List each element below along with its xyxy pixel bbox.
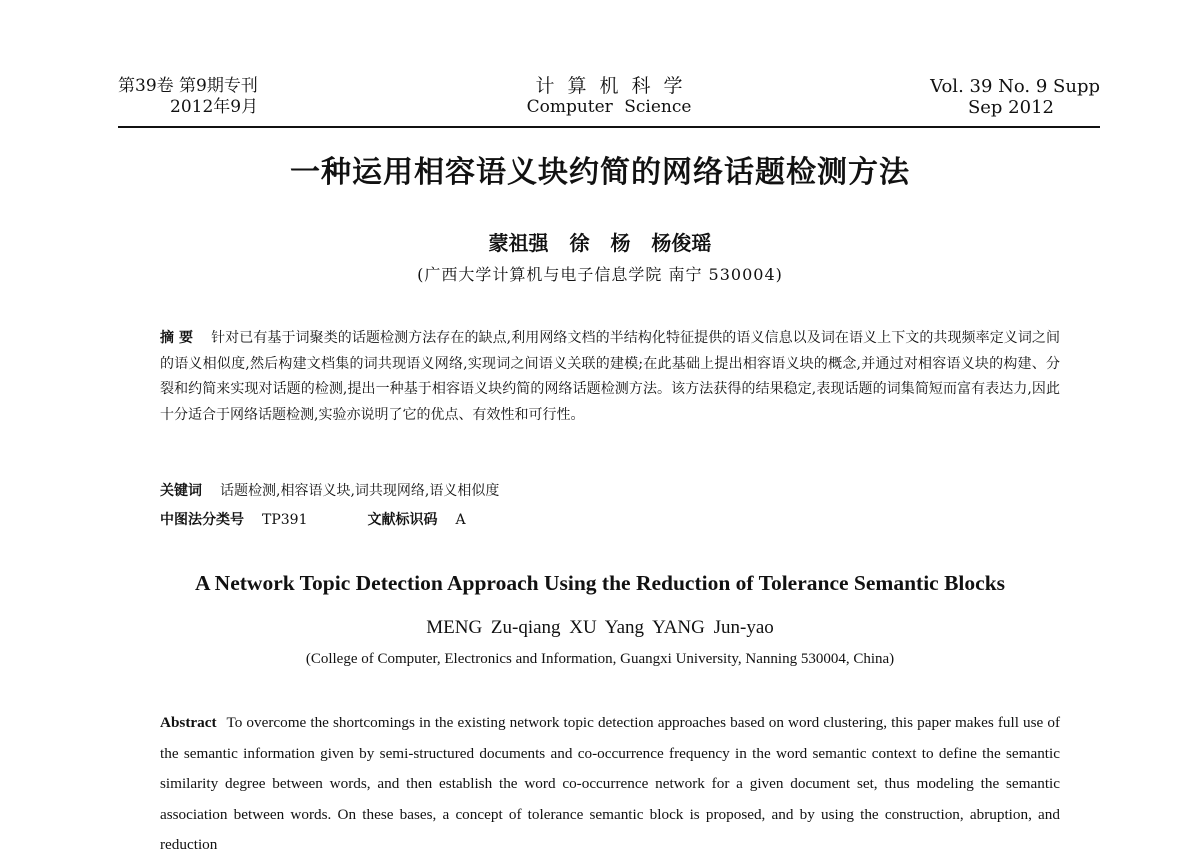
abstract-cn-text: 针对已有基于词聚类的话题检测方法存在的缺点,利用网络文档的半结构化特征提供的语义信息以及词在语义上下文的共现频率定义词之间的语义相似度,然后构建文档集的词共现语义网络,实现词之间语义关联的建模;在此基础上提出相容语义块的概念,并通过对相容语义块的构建、分裂和约简来实现对话题的检测,提出一种基于相容语义块约简的网络话题检测方法。该方法获得的结果稳定,表现话题的词集简短而富有表达力,因此十分适合于网络话题检测,实验亦说明了它的优点、有效性和可行性。 xyxy=(160,330,1061,423)
abstract-en-label: Abstract xyxy=(160,714,217,731)
abstract-en xyxy=(160,708,1060,861)
journal-header xyxy=(118,76,1100,126)
keywords-cn-text: 话题检测,相容语义块,词共现网络,语义相似度 xyxy=(220,483,500,499)
keywords-cn-label: 关键词 xyxy=(160,483,202,499)
journal-name-cn: 计算机科学 xyxy=(535,75,696,97)
header-volume-en xyxy=(930,76,1100,118)
authors-cn: 蒙祖强 徐 杨 杨俊瑶 xyxy=(488,231,712,255)
abstract-cn xyxy=(160,326,1060,428)
journal-name-en: Computer Science xyxy=(526,97,692,117)
header-date-en-line: Sep 2012 xyxy=(967,97,1054,118)
header-volume-line: 第39卷 第9期专刊 xyxy=(118,76,258,96)
affiliation-en: (College of Computer, Electronics and Information, Guangxi University, Nanning 530004, China) xyxy=(305,651,895,667)
keywords-cn xyxy=(160,480,499,500)
abstract-en-text: To overcome the shortcomings in the existing network topic detection approaches based on word clustering, this paper makes full use of the semantic information given by semi-structured documents and co-occurrence frequency in the word semantic context to define the semantic similarity degree between words, and then establish the word co-occurrence network for a given document set, thus modeling the semantic association between words. On these bases, a concept of tolerance semantic block is proposed, and by using the construction, abruption, and reduction xyxy=(160,714,1060,853)
clc-value: TP391 xyxy=(262,512,308,528)
doc-code-value: A xyxy=(455,512,466,528)
classification-line xyxy=(160,509,466,529)
header-rule xyxy=(118,126,1100,128)
doc-code-label: 文献标识码 xyxy=(367,512,438,528)
paper-title-cn: 一种运用相容语义块约简的网络话题检测方法 xyxy=(290,155,910,190)
header-date-line: 2012年9月 xyxy=(170,97,259,117)
authors-en: MENG Zu-qiang XU Yang YANG Jun-yao xyxy=(426,617,774,638)
abstract-cn-label: 摘 要 xyxy=(160,330,194,346)
clc-label: 中图法分类号 xyxy=(160,512,244,528)
paper-title-en: A Network Topic Detection Approach Using the Reduction of Tolerance Semantic Blocks xyxy=(194,571,1006,595)
affiliation-cn: (广西大学计算机与电子信息学院 南宁 530004) xyxy=(417,265,783,284)
header-volume-en-line: Vol. 39 No. 9 Supp xyxy=(930,76,1100,97)
